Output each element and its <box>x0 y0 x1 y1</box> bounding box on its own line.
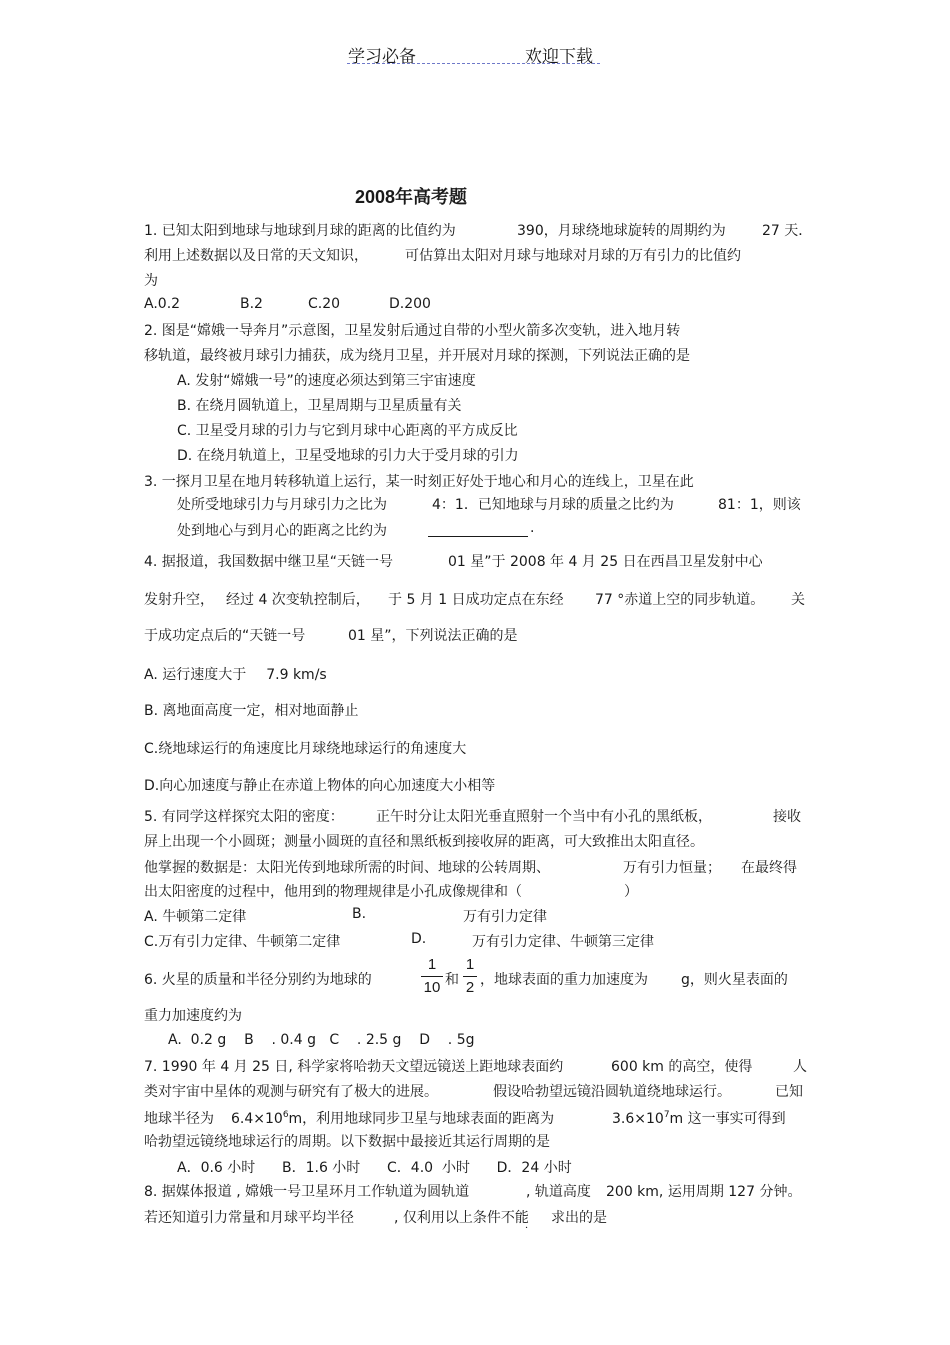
q4-line2e: 关 <box>791 592 805 608</box>
q5-line3c: 在最终得 <box>741 860 797 876</box>
q4-line1a: 4. 据报道，我国数据中继卫星“天链一号 <box>144 554 394 570</box>
q4-line2c: 于 5 月 1 日成功定点在东经 <box>388 592 564 608</box>
q5-line2: 屏上出现一个小圆斑；测量小圆斑的直径和黑纸板到接收屏的距离，可大致推出太阳直径。 <box>144 834 704 850</box>
q7-line4: 哈勃望远镜绕地球运行的周期。以下数据中最接近其运行周期的是 <box>144 1134 550 1150</box>
q6-fraction-mass: 1 10 <box>421 955 443 998</box>
q1-line1: 1. 已知太阳到地球与地球到月球的距离的比值约为 <box>144 223 456 239</box>
q6-and: 和 <box>445 972 459 988</box>
q3-line2c: 81：1，则该 <box>718 497 801 513</box>
q6-line1c: g，则火星表面的 <box>681 972 788 988</box>
q6-options: A. 0.2 g B . 0.4 g C . 2.5 g D . 5g <box>168 1032 475 1048</box>
q5-line3b: 万有引力恒量； <box>623 860 721 876</box>
q2-line2: 移轨道，最终被月球引力捕获，成为绕月卫星，并开展对月球的探测，下列说法正确的是 <box>144 348 690 364</box>
q2-line1: 2. 图是“嫦娥一导奔月”示意图，卫星发射后通过自带的小型火箭多次变轨，进入地月转 <box>144 323 681 339</box>
q5-line3a: 他掌握的数据是：太阳光传到地球所需的时间、地球的公转周期、 <box>144 860 550 876</box>
q7-line3a: 地球半径为 <box>144 1111 214 1127</box>
q6-line2: 重力加速度约为 <box>144 1008 242 1024</box>
header-left: 学习必备 <box>348 47 416 67</box>
q5-line4a: 出太阳密度的过程中，他用到的物理规律是小孔成像规律和（ <box>144 884 522 900</box>
q8-line1a: 8. 据媒体报道 , 嫦娥一号卫星环月工作轨道为圆轨道 <box>144 1184 470 1200</box>
q7-earth-radius: $6.4\times 10^6m$，利用地球同步卫星与地球表面的距离为 <box>231 1110 555 1127</box>
q3-line3-end: . <box>530 520 535 536</box>
q4-line2a: 发射升空， <box>144 592 214 608</box>
q4-option-a: A. 运行速度大于 7.9 km/s <box>144 667 327 683</box>
q1-line3: 为 <box>144 273 158 289</box>
q5-line1c: 接收 <box>773 809 801 825</box>
q6-line1b: ，地球表面的重力加速度为 <box>480 972 648 988</box>
q5-option-b-letter: B. <box>352 906 367 922</box>
q3-line2a: 处所受地球引力与月球引力之比为 <box>177 497 387 513</box>
page-title: 2008年高考题 <box>355 187 468 208</box>
q8-line2a: 若还知道引力常量和月球平均半径 <box>144 1210 354 1226</box>
q5-option-d-letter: D. <box>411 931 427 947</box>
q7-sync-distance: $3.6\times 10^7m$ 这一事实可得到 <box>612 1110 786 1127</box>
header-divider <box>347 63 600 64</box>
q2-option-c: C. 卫星受月球的引力与它到月球中心距离的平方成反比 <box>177 423 518 439</box>
q7-line2b: 假设哈勃望远镜沿圆轨道绕地球运行。 <box>493 1084 731 1100</box>
q1-val1: 390，月球绕地球旋转的周期约为 <box>517 223 726 239</box>
q7-line1c: 人 <box>793 1059 807 1075</box>
q3-line3: 处到地心与到月心的距离之比约为 <box>177 523 387 539</box>
q1-line2: 利用上述数据以及日常的天文知识， <box>144 248 368 264</box>
q1-option-a: A.0.2 <box>144 296 181 312</box>
q7-line1b: 600 km 的高空，使得 <box>611 1059 753 1075</box>
q7-options: A．0.6 小时 B．1.6 小时 C．4.0 小时 D．24 小时 <box>177 1160 572 1176</box>
q4-line3a: 于成功定点后的“天链一号 <box>144 628 306 644</box>
q2-option-d: D. 在绕月轨道上，卫星受地球的引力大于受月球的引力 <box>177 448 519 464</box>
q5-option-d: 万有引力定律、牛顿第三定律 <box>472 934 654 950</box>
q1-option-d: D.200 <box>389 296 431 312</box>
q4-line2b: 经过 4 次变轨控制后， <box>226 592 370 608</box>
q8-emphasis-dot: ． <box>525 1220 535 1231</box>
q4-option-d: D.向心加速度与静止在赤道上物体的向心加速度大小相等 <box>144 778 496 794</box>
q3-line2b: 4：1．已知地球与月球的质量之比约为 <box>432 497 674 513</box>
q7-line2a: 类对宇宙中星体的观测与研究有了极大的进展。 <box>144 1084 438 1100</box>
q4-option-c: C.绕地球运行的角速度比月球绕地球运行的角速度大 <box>144 741 467 757</box>
q4-line1b: 01 星”于 2008 年 4 月 25 日在西昌卫星发射中心 <box>448 554 763 570</box>
q5-option-b: 万有引力定律 <box>463 909 547 925</box>
q7-line2c: 已知 <box>775 1084 803 1100</box>
q4-option-b: B. 离地面高度一定，相对地面静止 <box>144 703 359 719</box>
header-right: 欢迎下载 <box>525 47 593 67</box>
q2-option-b: B. 在绕月圆轨道上，卫星周期与卫星质量有关 <box>177 398 462 414</box>
q1-option-b: B.2 <box>240 296 263 312</box>
q5-option-a: A. 牛顿第二定律 <box>144 909 247 925</box>
q5-line4b: ） <box>624 884 638 900</box>
q1-val2: 27 天． <box>762 223 813 239</box>
q1-option-c: C.20 <box>308 296 341 312</box>
q7-line1a: 7. 1990 年 4 月 25 日, 科学家将哈勃天文望远镜送上距地球表面约 <box>144 1059 564 1075</box>
q5-option-c: C.万有引力定律、牛顿第二定律 <box>144 934 341 950</box>
q4-line3b: 01 星”，下列说法正确的是 <box>348 628 518 644</box>
q5-line1a: 5. 有同学这样探究太阳的密度： <box>144 809 344 825</box>
q6-fraction-radius: 1 2 <box>463 955 477 998</box>
q3-line1: 3. 一探月卫星在地月转移轨道上运行，某一时刻正好处于地心和月心的连线上，卫星在此 <box>144 474 694 490</box>
q4-line2d: 77 °赤道上空的同步轨道。 <box>595 592 765 608</box>
q2-option-a: A. 发射“嫦娥一号”的速度必须达到第三宇宙速度 <box>177 373 476 389</box>
q3-answer-blank <box>428 536 528 537</box>
q5-line1b: 正午时分让太阳光垂直照射一个当中有小孔的黑纸板， <box>376 809 712 825</box>
q8-line1c: 200 km, 运用周期 127 分钟。 <box>606 1184 802 1200</box>
q8-line2c: 求出的是 <box>551 1210 607 1226</box>
q8-line2b: , 仅利用以上条件不能 <box>394 1210 529 1226</box>
q1-line2b: 可估算出太阳对月球与地球对月球的万有引力的比值约 <box>405 248 741 264</box>
q6-line1a: 6. 火星的质量和半径分别约为地球的 <box>144 972 372 988</box>
q8-line1b: , 轨道高度 <box>526 1184 591 1200</box>
